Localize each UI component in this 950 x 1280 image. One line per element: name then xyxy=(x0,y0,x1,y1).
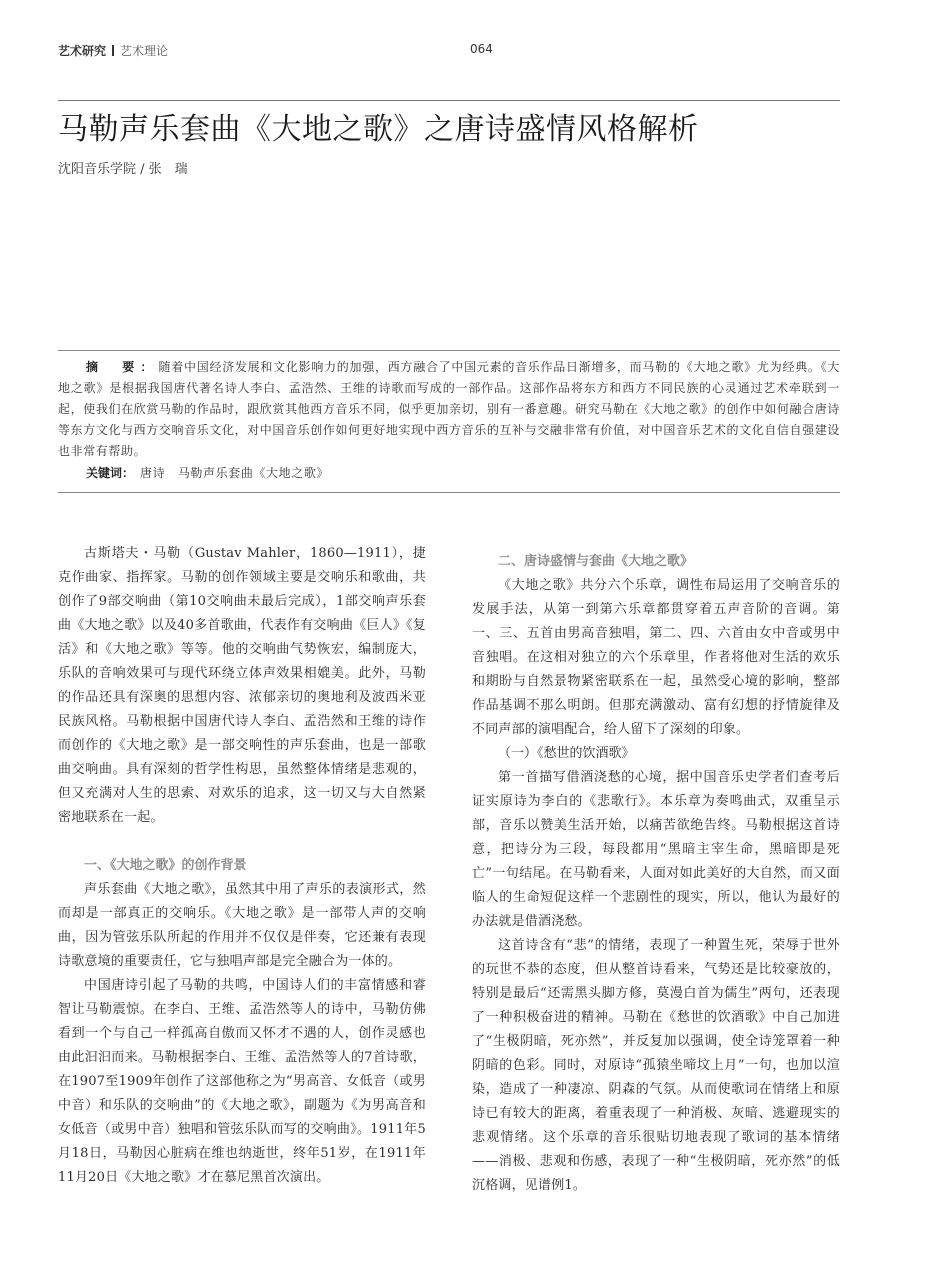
article-title: 马勒声乐套曲《大地之歌》之唐诗盛情风格解析 xyxy=(58,112,699,147)
abstract xyxy=(58,357,840,462)
spacer xyxy=(58,830,426,854)
section-tag xyxy=(58,42,168,59)
intro-paragraph: 古斯塔夫・马勒（Gustav Mahler，1860—1911），捷克作曲家、指挥家。马勒的创作领域主要是交响乐和歌曲，共创作了9部交响曲（第10交响曲未最后完成），1部交响声乐套曲《大地之歌》以及40多首歌曲，代表作有交响曲《巨人》《复活》和《大地之歌》等等。他的交响曲气势恢宏，编制庞大，乐队的音响效果可与现代环绕立体声效果相媲美。此外，马勒的作品还具有深奥的思想内容、浓郁亲切的奥地利及波西米亚民族风格。马勒根据中国唐代诗人李白、孟浩然和王维的诗作而创作的《大地之歌》是一部交响性的声乐套曲，也是一部歌曲交响曲。具有深刻的哲学性构思，虽然整体情绪是悲观的，但又充满对人生的思索、对欢乐的追求，这一切又与大自然紧密地联系在一起。 xyxy=(58,546,426,825)
page-header xyxy=(58,42,892,62)
section-main-label: 艺术研究 xyxy=(58,44,107,58)
spacer xyxy=(472,542,840,550)
page-number: 064 xyxy=(470,42,493,56)
section1-heading: 一、《大地之歌》的创作背景 xyxy=(84,858,247,873)
abstract-box xyxy=(58,350,840,493)
section2-heading: 二、唐诗盛情与套曲《大地之歌》 xyxy=(498,554,694,569)
keywords-label: 关键词： xyxy=(86,466,135,480)
subsection1-heading: （一）《愁世的饮酒歌》 xyxy=(498,746,635,761)
article-author: 沈阳音乐学院 / 张 瑞 xyxy=(58,162,188,177)
separator-bar xyxy=(112,45,114,56)
abstract-text: 随着中国经济发展和文化影响力的加强，西方融合了中国元素的音乐作品日渐增多，而马勒的《大地之歌》尤为经典。《大地之歌》是根据我国唐代著名诗人李白、孟浩然、王维的诗歌而写成的一部作品。这部作品将东方和西方不同民族的心灵通过艺术牵联到一起，使我们在欣赏马勒的作品时，跟欣赏其他西方音乐不同，似乎更加亲切，别有一番意趣。研究马勒在《大地之歌》的创作中如何融合唐诗等东方文化与西方交响音乐文化，对中国音乐创作如何更好地实现中西方音乐的互补与交融非常有价值，对中国音乐艺术的文化自信自强建设也非常有帮助。 xyxy=(58,360,840,458)
subsection1-paragraph-1: 第一首描写借酒浇愁的心境，据中国音乐史学者们查考后证实原诗为李白的《悲歌行》。本乐章为奏鸣曲式，双重呈示部，音乐以赞美生活开始，以痛苦欲绝告终。马勒根据这首诗意，把诗分为三段，每段都用“黑暗主宰生命，黑暗即是死亡”一句结尾。在马勒看来，人面对如此美好的大自然，而又面临人的生命短促这样一个悲剧性的现实，所以，他认为最好的办法就是借酒浇愁。 xyxy=(472,770,840,929)
section1-paragraph-1: 声乐套曲《大地之歌》，虽然其中用了声乐的表演形式，然而却是一部真正的交响乐。《大地之歌》是一部带人声的交响曲，因为管弦乐队所起的作用并不仅仅是伴奏，它还兼有表现诗歌意境的重要责任，它与独唱声部是完全融合为一体的。 xyxy=(58,882,426,969)
keywords-text: 唐诗 马勒声乐套曲《大地之歌》 xyxy=(140,466,330,480)
keywords xyxy=(58,462,840,484)
section-sub-label: 艺术理论 xyxy=(120,44,169,58)
left-column xyxy=(58,542,426,1190)
title-rule xyxy=(58,100,840,101)
abstract-label: 摘 要： xyxy=(86,360,159,374)
subsection1-paragraph-2: 这首诗含有“悲”的情绪，表现了一种置生死，荣辱于世外的玩世不恭的态度，但从整首诗看来，气势还是比较豪放的，特别是最后“还需黑头脚方修，莫漫白首为儒生”两句，还表现了一种积极奋进的精神。马勒在《愁世的饮酒歌》中自己加进了“生极阴暗，死亦然”，并反复加以强调，使全诗笼罩着一种阴暗的色彩。同时，对原诗“孤猿坐啼坟上月”一句，也加以渲染，造成了一种凄凉、阴森的气氛。从而使歌词在情绪上和原诗已有较大的距离，着重表现了一种消极、灰暗、逃避现实的悲观情绪。这个乐章的音乐很贴切地表现了歌词的基本情绪——消极、悲观和伤感，表现了一种“生极阴暗，死亦然”的低沉格调，见谱例1。 xyxy=(472,938,840,1193)
section1-paragraph-2: 中国唐诗引起了马勒的共鸣，中国诗人们的丰富情感和睿智让马勒震惊。在李白、王维、孟浩然等人的诗中，马勒仿佛看到一个与自己一样孤高自傲而又怀才不遇的人，创作灵感也由此汩汩而来。马勒根据李白、王维、孟浩然等人的7首诗歌，在1907至1909年创作了这部他称之为“男高音、女低音（或男中音）和乐队的交响曲”的《大地之歌》，副题为《为男高音和女低音（或男中音）独唱和管弦乐队而写的交响曲》。1911年5月18日，马勒因心脏病在维也纳逝世，终年51岁，在1911年11月20日《大地之歌》才在慕尼黑首次演出。 xyxy=(58,978,426,1185)
right-column xyxy=(472,542,840,1198)
section2-paragraph-1: 《大地之歌》共分六个乐章，调性布局运用了交响音乐的发展手法，从第一到第六乐章都贯穿着五声音阶的音调。第一、三、五首由男高音独唱，第二、四、六首由女中音或男中音独唱。在这相对独立的六个乐章里，作者将他对生活的欢乐和期盼与自然景物紧密联系在一起，虽然受心境的影响，整部作品基调不那么明朗。但那充满激动、富有幻想的抒情旋律及不同声部的演唱配合，给人留下了深刻的印象。 xyxy=(472,578,840,737)
